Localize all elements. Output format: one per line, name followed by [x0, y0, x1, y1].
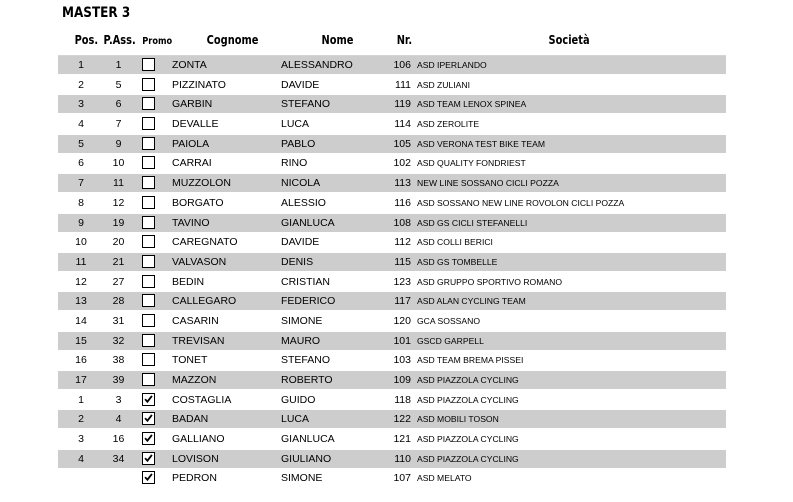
pos-cell: 4 — [78, 452, 84, 465]
pass-cell: 4 — [115, 413, 122, 426]
pos-cell: 17 — [75, 374, 87, 386]
promo-checkbox[interactable] — [142, 393, 155, 406]
cognome-cell: MAZZON — [172, 374, 217, 386]
table-row — [58, 56, 726, 74]
nome-cell: STEFANO — [281, 354, 331, 367]
checkmark-icon — [144, 394, 153, 404]
cognome-cell: PAIOLA — [172, 137, 210, 150]
cognome-cell: BADAN — [172, 413, 209, 426]
cognome-cell: GARBIN — [172, 98, 213, 111]
promo-checkbox[interactable] — [142, 58, 155, 71]
checkmark-icon — [144, 413, 153, 423]
pos-cell: 8 — [78, 196, 84, 209]
pass-cell: 10 — [112, 157, 125, 170]
promo-checkbox[interactable] — [142, 353, 155, 366]
nome-cell: DAVIDE — [281, 236, 320, 249]
pass-cell: 34 — [112, 452, 125, 465]
societa-cell: ASD SOSSANO NEW LINE ROVOLON CICLI POZZA — [417, 197, 625, 208]
cognome-cell: TREVISAN — [172, 334, 225, 347]
nome-cell: GIANLUCA — [281, 216, 335, 229]
nr-cell: 114 — [394, 118, 411, 131]
pos-cell: 6 — [78, 157, 84, 170]
societa-cell: ASD MOBILI TOSON — [417, 414, 499, 425]
nome-cell: GIULIANO — [281, 452, 332, 465]
header-promo: Promo — [142, 36, 173, 47]
pass-cell: 6 — [115, 98, 122, 111]
societa-cell: NEW LINE SOSSANO CICLI POZZA — [417, 178, 559, 189]
societa-cell: ASD VERONA TEST BIKE TEAM — [417, 138, 545, 149]
nome-cell: SIMONE — [281, 314, 323, 327]
table-row — [58, 154, 726, 172]
nr-cell: 101 — [393, 334, 411, 347]
nome-cell: LUCA — [281, 118, 310, 131]
pos-cell: 5 — [78, 137, 84, 150]
promo-checkbox[interactable] — [142, 314, 155, 327]
promo-checkbox[interactable] — [142, 235, 155, 248]
societa-cell: ASD TEAM LENOX SPINEA — [417, 99, 527, 110]
table-row — [58, 273, 726, 291]
checkmark-icon — [144, 453, 153, 463]
nome-cell: ALESSIO — [281, 196, 326, 209]
cognome-cell: PIZZINATO — [172, 78, 226, 91]
page-title: MASTER 3 — [62, 5, 131, 21]
promo-checkbox[interactable] — [142, 471, 155, 484]
checkmark-icon — [144, 472, 153, 482]
promo-checkbox[interactable] — [142, 275, 155, 288]
cognome-cell: CARRAI — [172, 157, 212, 170]
promo-checkbox[interactable] — [142, 137, 155, 150]
promo-checkbox[interactable] — [142, 294, 155, 307]
societa-cell: ASD ALAN CYCLING TEAM — [417, 296, 526, 307]
pos-cell: 15 — [75, 334, 87, 347]
table-row — [58, 469, 726, 487]
table-row — [58, 76, 726, 94]
table-row — [58, 95, 726, 113]
nome-cell: SIMONE — [281, 472, 323, 485]
promo-checkbox[interactable] — [142, 117, 155, 130]
pos-cell: 13 — [75, 295, 87, 308]
societa-cell: ASD ZULIANI — [417, 79, 471, 90]
pos-cell: 7 — [78, 177, 84, 190]
societa-cell: ASD IPERLANDO — [417, 60, 487, 70]
nome-cell: PABLO — [281, 137, 316, 150]
pass-cell: 9 — [115, 137, 122, 150]
pos-cell: 2 — [78, 413, 84, 426]
table-row — [58, 292, 726, 310]
pass-cell: 39 — [112, 374, 125, 386]
nome-cell: ROBERTO — [281, 374, 333, 386]
nome-cell: NICOLA — [281, 177, 321, 190]
nr-cell: 111 — [395, 78, 411, 91]
nr-cell: 112 — [394, 236, 411, 249]
pos-cell: 10 — [75, 236, 87, 249]
nr-cell: 122 — [393, 413, 411, 426]
nr-cell: 110 — [394, 452, 411, 465]
table-row — [58, 450, 726, 468]
nome-cell: MAURO — [281, 334, 321, 347]
pass-cell: 7 — [115, 118, 122, 131]
promo-checkbox[interactable] — [142, 176, 155, 189]
promo-checkbox[interactable] — [142, 255, 155, 268]
nome-cell: LUCA — [281, 413, 310, 426]
cognome-cell: VALVASON — [172, 255, 227, 268]
cognome-cell: CALLEGARO — [172, 295, 237, 308]
table-row — [58, 332, 726, 350]
table-row — [58, 214, 726, 232]
cognome-cell: GALLIANO — [172, 433, 225, 446]
promo-checkbox[interactable] — [142, 412, 155, 425]
cognome-cell: BEDIN — [172, 275, 205, 288]
checkmark-icon — [144, 433, 153, 443]
header-nome: Nome — [321, 33, 354, 47]
societa-cell: ASD PIAZZOLA CYCLING — [417, 434, 519, 445]
nr-cell: 105 — [393, 137, 411, 150]
nr-cell: 123 — [393, 275, 411, 288]
results-table — [58, 56, 726, 489]
table-row — [58, 115, 726, 133]
societa-cell: ASD PIAZZOLA CYCLING — [417, 394, 519, 405]
pass-cell: 31 — [112, 314, 125, 327]
pass-cell: 11 — [113, 177, 124, 190]
promo-checkbox[interactable] — [142, 97, 155, 110]
pass-cell: 28 — [112, 295, 125, 308]
pass-cell: 20 — [112, 236, 125, 249]
table-row — [58, 312, 726, 330]
pass-cell: 5 — [115, 78, 122, 91]
promo-checkbox[interactable] — [142, 78, 155, 91]
nr-cell: 102 — [393, 157, 411, 170]
nr-cell: 121 — [393, 433, 411, 446]
cognome-cell: ZONTA — [172, 59, 207, 71]
table-row — [58, 135, 726, 153]
societa-cell: GSCD GARPELL — [417, 335, 484, 346]
societa-cell: ASD PIAZZOLA CYCLING — [417, 375, 519, 385]
pos-cell: 2 — [78, 78, 84, 91]
societa-cell: GCA SOSSANO — [417, 315, 481, 326]
pos-cell: 3 — [78, 433, 84, 446]
pass-cell: 27 — [112, 275, 125, 288]
header-pos: Pos. — [74, 33, 99, 47]
nr-cell: 113 — [394, 177, 411, 190]
nome-cell: DAVIDE — [281, 78, 320, 91]
pos-cell: 3 — [78, 98, 84, 111]
pass-cell: 21 — [112, 255, 125, 268]
pass-cell: 38 — [112, 354, 125, 367]
table-header — [58, 31, 726, 56]
cognome-cell: BORGATO — [172, 196, 224, 209]
societa-cell: ASD GRUPPO SPORTIVO ROMANO — [417, 276, 563, 287]
table-row — [58, 410, 726, 428]
nr-cell: 119 — [394, 98, 411, 111]
table-row — [58, 194, 726, 212]
pos-cell: 16 — [75, 354, 87, 367]
nome-cell: GIANLUCA — [281, 433, 335, 446]
header-nr: Nr. — [396, 33, 413, 47]
table-row — [58, 253, 726, 271]
cognome-cell: COSTAGLIA — [172, 393, 232, 406]
nome-cell: GUIDO — [281, 393, 316, 406]
pass-cell: 12 — [112, 196, 125, 209]
nr-cell: 108 — [393, 216, 411, 229]
pass-cell: 19 — [112, 216, 125, 229]
cognome-cell: DEVALLE — [172, 118, 219, 131]
pass-cell: 3 — [115, 393, 122, 406]
societa-cell: ASD PIAZZOLA CYCLING — [417, 453, 519, 464]
table-row — [58, 351, 726, 369]
pos-cell: 11 — [75, 255, 87, 268]
nome-cell: RINO — [281, 157, 308, 170]
nr-cell: 120 — [393, 314, 411, 327]
pos-cell: 14 — [75, 314, 87, 327]
nr-cell: 106 — [393, 59, 411, 71]
societa-cell: ASD COLLI BERICI — [417, 237, 493, 248]
nome-cell: STEFANO — [281, 98, 331, 111]
nr-cell: 107 — [393, 472, 411, 485]
nr-cell: 117 — [394, 295, 411, 308]
header-cognome: Cognome — [206, 33, 259, 47]
pos-cell: 12 — [75, 275, 87, 288]
cognome-cell: PEDRON — [172, 472, 217, 485]
nome-cell: DENIS — [281, 255, 314, 268]
promo-checkbox[interactable] — [142, 373, 155, 386]
societa-cell: ASD GS CICLI STEFANELLI — [417, 217, 528, 228]
table-row — [58, 174, 726, 192]
header-pass: P.Ass. — [103, 33, 136, 47]
nome-cell: CRISTIAN — [281, 275, 331, 288]
nr-cell: 115 — [394, 255, 411, 268]
pass-cell: 32 — [112, 334, 125, 347]
cognome-cell: CASARIN — [172, 314, 219, 327]
promo-checkbox[interactable] — [142, 334, 155, 347]
promo-checkbox[interactable] — [142, 156, 155, 169]
table-row — [58, 430, 726, 448]
societa-cell: ASD TEAM BREMA PISSEI — [417, 355, 524, 366]
nome-cell: FEDERICO — [281, 295, 336, 308]
nr-cell: 116 — [394, 196, 411, 209]
promo-checkbox[interactable] — [142, 432, 155, 445]
societa-cell: ASD ZEROLITE — [417, 119, 480, 130]
societa-cell: ASD MELATO — [417, 473, 472, 484]
table-row — [58, 371, 726, 389]
pos-cell: 1 — [78, 59, 84, 71]
promo-checkbox[interactable] — [142, 196, 155, 209]
nr-cell: 118 — [394, 393, 411, 406]
pos-cell: 4 — [78, 118, 84, 131]
header-societa: Società — [548, 33, 590, 47]
cognome-cell: TAVINO — [172, 216, 210, 229]
societa-cell: ASD QUALITY FONDRIEST — [417, 158, 526, 169]
table-row — [58, 233, 726, 251]
cognome-cell: MUZZOLON — [172, 177, 231, 190]
nr-cell: 109 — [393, 374, 411, 386]
societa-cell: ASD GS TOMBELLE — [417, 256, 498, 267]
cognome-cell: CAREGNATO — [172, 236, 238, 249]
nome-cell: ALESSANDRO — [281, 59, 353, 71]
promo-checkbox[interactable] — [142, 452, 155, 465]
cognome-cell: LOVISON — [172, 452, 219, 465]
cognome-cell: TONET — [172, 354, 208, 367]
pos-cell: 9 — [78, 216, 84, 229]
pass-cell: 16 — [112, 433, 125, 446]
pos-cell: 1 — [78, 393, 84, 406]
promo-checkbox[interactable] — [142, 216, 155, 229]
table-row — [58, 391, 726, 409]
nr-cell: 103 — [393, 354, 411, 367]
pass-cell: 1 — [115, 59, 122, 71]
